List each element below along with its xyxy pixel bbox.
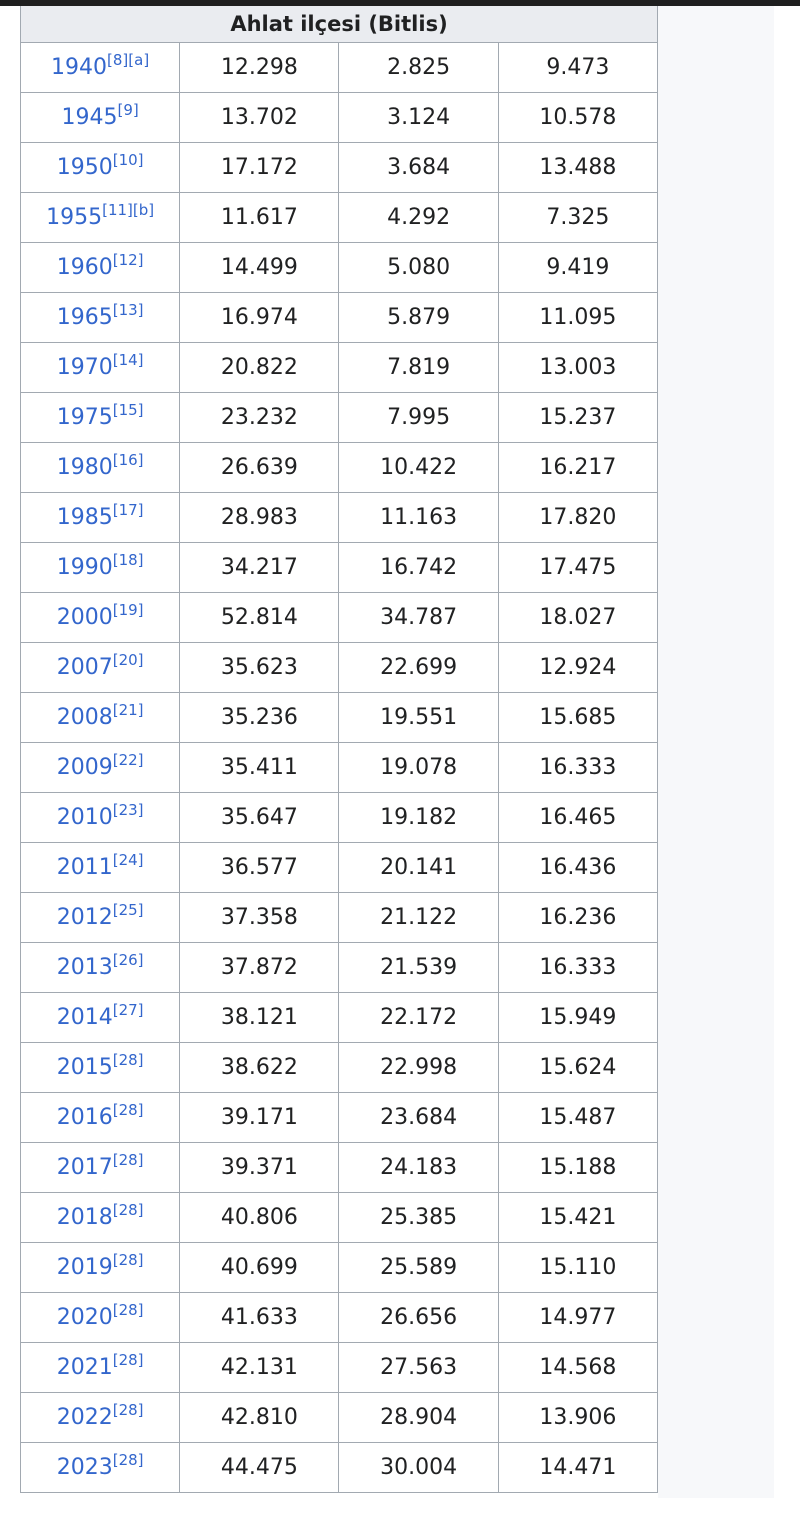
year-link[interactable]: 2021: [56, 1355, 113, 1380]
total-population-cell: 16.974: [180, 293, 339, 343]
year-link[interactable]: 1950: [56, 155, 113, 180]
reference-link[interactable]: [28]: [112, 1351, 144, 1369]
urban-population-cell: 3.124: [339, 93, 498, 143]
total-population-cell: 40.699: [180, 1243, 339, 1293]
urban-population-cell: 25.385: [339, 1193, 498, 1243]
year-link[interactable]: 2008: [56, 705, 113, 730]
year-link[interactable]: 1970: [56, 355, 113, 380]
year-link[interactable]: 1965: [56, 305, 113, 330]
urban-population-cell: 2.825: [339, 43, 498, 93]
year-link[interactable]: 2014: [56, 1005, 113, 1030]
year-cell[interactable]: [21, 393, 180, 443]
urban-population-cell: 21.539: [339, 943, 498, 993]
rural-population-cell: 17.820: [498, 493, 657, 543]
year-cell[interactable]: [21, 43, 180, 93]
table-row: [21, 1393, 658, 1443]
year-link[interactable]: 2016: [56, 1105, 113, 1130]
table-row: [21, 343, 658, 393]
urban-population-cell: 4.292: [339, 193, 498, 243]
table-row: [21, 1243, 658, 1293]
table-row: [21, 543, 658, 593]
year-cell[interactable]: [21, 543, 180, 593]
rural-population-cell: 16.333: [498, 743, 657, 793]
rural-population-cell: 13.906: [498, 1393, 657, 1443]
reference-link[interactable]: [17]: [112, 501, 144, 519]
urban-population-cell: 11.163: [339, 493, 498, 543]
year-cell[interactable]: [21, 1293, 180, 1343]
year-cell[interactable]: [21, 1193, 180, 1243]
reference-link[interactable]: [22]: [112, 751, 144, 769]
year-link[interactable]: 1985: [56, 505, 113, 530]
reference-link[interactable]: [11][b]: [102, 201, 155, 219]
rural-population-cell: 16.436: [498, 843, 657, 893]
year-link[interactable]: 2018: [56, 1205, 113, 1230]
rural-population-cell: 10.578: [498, 93, 657, 143]
year-cell[interactable]: [21, 593, 180, 643]
year-cell[interactable]: [21, 143, 180, 193]
reference-link[interactable]: [15]: [112, 401, 144, 419]
year-link[interactable]: 2013: [56, 955, 113, 980]
year-cell[interactable]: [21, 93, 180, 143]
year-cell[interactable]: [21, 893, 180, 943]
table-row: [21, 693, 658, 743]
table-row: [21, 1043, 658, 1093]
reference-link[interactable]: [28]: [112, 1151, 144, 1169]
reference-link[interactable]: [10]: [112, 151, 144, 169]
year-cell[interactable]: [21, 1243, 180, 1293]
total-population-cell: 20.822: [180, 343, 339, 393]
year-cell[interactable]: [21, 843, 180, 893]
table-row: [21, 643, 658, 693]
urban-population-cell: 25.589: [339, 1243, 498, 1293]
urban-population-cell: 28.904: [339, 1393, 498, 1443]
rural-population-cell: 14.471: [498, 1443, 657, 1493]
rural-population-cell: 16.236: [498, 893, 657, 943]
table-row: [21, 393, 658, 443]
urban-population-cell: 5.879: [339, 293, 498, 343]
table-row: [21, 493, 658, 543]
year-link[interactable]: 1975: [56, 405, 113, 430]
year-link[interactable]: 2019: [56, 1255, 113, 1280]
table-row: [21, 1343, 658, 1393]
year-cell[interactable]: [21, 693, 180, 743]
reference-link[interactable]: [20]: [112, 651, 144, 669]
reference-link[interactable]: [18]: [112, 551, 144, 569]
rural-population-cell: 14.977: [498, 1293, 657, 1343]
year-cell[interactable]: [21, 493, 180, 543]
reference-link[interactable]: [23]: [112, 801, 144, 819]
year-cell[interactable]: [21, 1393, 180, 1443]
table-row: [21, 43, 658, 93]
total-population-cell: 37.358: [180, 893, 339, 943]
year-cell[interactable]: [21, 743, 180, 793]
urban-population-cell: 16.742: [339, 543, 498, 593]
reference-link[interactable]: [19]: [112, 601, 144, 619]
table-body: [21, 43, 658, 1493]
rural-population-cell: 16.465: [498, 793, 657, 843]
urban-population-cell: 26.656: [339, 1293, 498, 1343]
reference-link[interactable]: [24]: [112, 851, 144, 869]
urban-population-cell: 19.551: [339, 693, 498, 743]
year-cell[interactable]: [21, 193, 180, 243]
urban-population-cell: 27.563: [339, 1343, 498, 1393]
year-cell[interactable]: [21, 793, 180, 843]
reference-link[interactable]: [27]: [112, 1001, 144, 1019]
year-cell[interactable]: [21, 993, 180, 1043]
year-cell[interactable]: [21, 943, 180, 993]
total-population-cell: 26.639: [180, 443, 339, 493]
year-cell[interactable]: [21, 1343, 180, 1393]
total-population-cell: 35.411: [180, 743, 339, 793]
rural-population-cell: 11.095: [498, 293, 657, 343]
rural-population-cell: 15.624: [498, 1043, 657, 1093]
table-row: [21, 593, 658, 643]
reference-link[interactable]: [13]: [112, 301, 144, 319]
table-row: [21, 793, 658, 843]
total-population-cell: 38.121: [180, 993, 339, 1043]
table-row: [21, 1193, 658, 1243]
year-cell[interactable]: [21, 293, 180, 343]
rural-population-cell: 15.110: [498, 1243, 657, 1293]
rural-population-cell: 15.487: [498, 1093, 657, 1143]
rural-population-cell: 16.217: [498, 443, 657, 493]
total-population-cell: 13.702: [180, 93, 339, 143]
urban-population-cell: 7.995: [339, 393, 498, 443]
rural-population-cell: 18.027: [498, 593, 657, 643]
total-population-cell: 17.172: [180, 143, 339, 193]
table-row: [21, 893, 658, 943]
urban-population-cell: 19.182: [339, 793, 498, 843]
year-link[interactable]: 2009: [56, 755, 113, 780]
urban-population-cell: 34.787: [339, 593, 498, 643]
rural-population-cell: 15.685: [498, 693, 657, 743]
urban-population-cell: 22.172: [339, 993, 498, 1043]
rural-population-cell: 13.003: [498, 343, 657, 393]
table-row: [21, 143, 658, 193]
urban-population-cell: 21.122: [339, 893, 498, 943]
urban-population-cell: 30.004: [339, 1443, 498, 1493]
reference-link[interactable]: [12]: [112, 251, 144, 269]
urban-population-cell: 23.684: [339, 1093, 498, 1143]
year-link[interactable]: 2017: [56, 1155, 113, 1180]
year-link[interactable]: 1960: [56, 255, 113, 280]
year-cell[interactable]: [21, 1093, 180, 1143]
reference-link[interactable]: [28]: [112, 1051, 144, 1069]
year-link[interactable]: 2015: [56, 1055, 113, 1080]
table-header-row: [21, 6, 658, 43]
rural-population-cell: 7.325: [498, 193, 657, 243]
year-link[interactable]: 1940: [51, 55, 108, 80]
urban-population-cell: 10.422: [339, 443, 498, 493]
total-population-cell: 52.814: [180, 593, 339, 643]
total-population-cell: 36.577: [180, 843, 339, 893]
total-population-cell: 39.371: [180, 1143, 339, 1193]
rural-population-cell: 15.188: [498, 1143, 657, 1193]
reference-link[interactable]: [21]: [112, 701, 144, 719]
total-population-cell: 35.236: [180, 693, 339, 743]
reference-link[interactable]: [28]: [112, 1451, 144, 1469]
year-link[interactable]: 2010: [56, 805, 113, 830]
year-cell[interactable]: [21, 643, 180, 693]
population-table: [20, 6, 658, 1493]
table-row: [21, 943, 658, 993]
rural-population-cell: 9.419: [498, 243, 657, 293]
total-population-cell: 14.499: [180, 243, 339, 293]
urban-population-cell: 19.078: [339, 743, 498, 793]
table-row: [21, 243, 658, 293]
total-population-cell: 28.983: [180, 493, 339, 543]
rural-population-cell: 16.333: [498, 943, 657, 993]
year-link[interactable]: 2023: [56, 1455, 113, 1480]
total-population-cell: 41.633: [180, 1293, 339, 1343]
total-population-cell: 34.217: [180, 543, 339, 593]
table-caption: Ahlat ilçesi (Bitlis): [21, 6, 658, 43]
rural-population-cell: 14.568: [498, 1343, 657, 1393]
table-row: [21, 193, 658, 243]
year-link[interactable]: 2020: [56, 1305, 113, 1330]
total-population-cell: 40.806: [180, 1193, 339, 1243]
rural-population-cell: 15.949: [498, 993, 657, 1043]
rural-population-cell: 9.473: [498, 43, 657, 93]
total-population-cell: 42.131: [180, 1343, 339, 1393]
urban-population-cell: 24.183: [339, 1143, 498, 1193]
urban-population-cell: 5.080: [339, 243, 498, 293]
year-link[interactable]: 2000: [56, 605, 113, 630]
total-population-cell: 37.872: [180, 943, 339, 993]
reference-link[interactable]: [8][a]: [107, 51, 150, 69]
total-population-cell: 42.810: [180, 1393, 339, 1443]
rural-population-cell: 15.237: [498, 393, 657, 443]
year-link[interactable]: 2011: [56, 855, 113, 880]
reference-link[interactable]: [28]: [112, 1251, 144, 1269]
total-population-cell: 11.617: [180, 193, 339, 243]
reference-link[interactable]: [9]: [117, 101, 139, 119]
reference-link[interactable]: [28]: [112, 1401, 144, 1419]
year-link[interactable]: 2012: [56, 905, 113, 930]
reference-link[interactable]: [25]: [112, 901, 144, 919]
total-population-cell: 44.475: [180, 1443, 339, 1493]
reference-link[interactable]: [16]: [112, 451, 144, 469]
year-link[interactable]: 1955: [46, 205, 103, 230]
urban-population-cell: 22.699: [339, 643, 498, 693]
rural-population-cell: 13.488: [498, 143, 657, 193]
table-row: [21, 1443, 658, 1493]
side-panel: [658, 6, 774, 1498]
year-cell[interactable]: [21, 1043, 180, 1093]
reference-link[interactable]: [28]: [112, 1201, 144, 1219]
table-row: [21, 1143, 658, 1193]
urban-population-cell: 20.141: [339, 843, 498, 893]
year-link[interactable]: 2007: [56, 655, 113, 680]
urban-population-cell: 7.819: [339, 343, 498, 393]
total-population-cell: 35.647: [180, 793, 339, 843]
table-row: [21, 443, 658, 493]
reference-link[interactable]: [14]: [112, 351, 144, 369]
year-cell[interactable]: [21, 243, 180, 293]
table-row: [21, 293, 658, 343]
reference-link[interactable]: [28]: [112, 1301, 144, 1319]
year-cell[interactable]: [21, 1143, 180, 1193]
year-link[interactable]: 2022: [56, 1405, 113, 1430]
year-link[interactable]: 1945: [61, 105, 118, 130]
year-link[interactable]: 1990: [56, 555, 113, 580]
table-row: [21, 1093, 658, 1143]
year-cell[interactable]: [21, 1443, 180, 1493]
year-cell[interactable]: [21, 443, 180, 493]
total-population-cell: 38.622: [180, 1043, 339, 1093]
urban-population-cell: 22.998: [339, 1043, 498, 1093]
total-population-cell: 39.171: [180, 1093, 339, 1143]
table-row: [21, 93, 658, 143]
total-population-cell: 12.298: [180, 43, 339, 93]
urban-population-cell: 3.684: [339, 143, 498, 193]
table-row: [21, 993, 658, 1043]
year-link[interactable]: 1980: [56, 455, 113, 480]
year-cell[interactable]: [21, 343, 180, 393]
table-row: [21, 1293, 658, 1343]
rural-population-cell: 12.924: [498, 643, 657, 693]
rural-population-cell: 15.421: [498, 1193, 657, 1243]
total-population-cell: 35.623: [180, 643, 339, 693]
reference-link[interactable]: [28]: [112, 1101, 144, 1119]
reference-link[interactable]: [26]: [112, 951, 144, 969]
table-row: [21, 743, 658, 793]
total-population-cell: 23.232: [180, 393, 339, 443]
table-row: [21, 843, 658, 893]
rural-population-cell: 17.475: [498, 543, 657, 593]
